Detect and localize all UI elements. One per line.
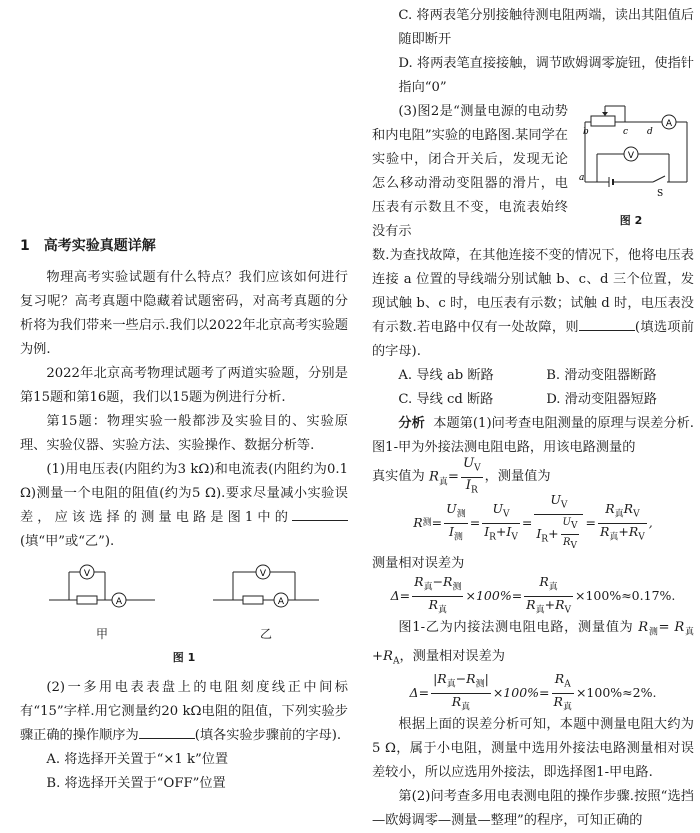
section-title: 高考实验真题详解: [43, 238, 156, 254]
svg-text:V: V: [627, 151, 635, 161]
q2-analysis-paragraph: 第(2)问考查多用电表测电阻的操作步骤.按照“选挡—欧姆调零—测量—整理”的程序，可知正确的: [372, 789, 694, 829]
relative-error-label: 测量相对误差为: [372, 556, 465, 571]
relative-error-formula-2: Δ= $\frac{|R_真-R_测|}{R_真}$ ×100%= $\frac{R_A}{R_真}$ ×100%≈2%.: [409, 671, 657, 713]
fig2-caption: 图 2: [619, 214, 643, 227]
right-column: [372, 0, 694, 833]
fig1-label-yi: 乙: [259, 627, 272, 641]
section-number: 1: [20, 238, 30, 254]
section-heading: [20, 234, 348, 258]
question-3-continued: 数.为查找故障，在其他连接不变的情况下，他将电压表连接 a 位置的导线端分别试触 b、c、d 三个位置，发现试触 b、c 时，电压表有示数；试触 d 时，电压表没有示数.若电路中仅有一处故障，则 (填选项前的字母).: [372, 248, 694, 359]
q3-option-c: C. 导线 cd 断路: [398, 392, 494, 407]
circuit-jia: [47, 560, 157, 622]
answer-blank: [579, 316, 635, 331]
fig1-caption: 图 1: [172, 651, 196, 664]
circuit-fig2: [569, 100, 693, 200]
conclusion-paragraph: 根据上面的误差分析可知，本题中测量电阻大约为5 Ω，属于小电阻，测量中选用外接法电路测量相对误差较小，所以应选用外接法，即选择图1-甲电路.: [372, 717, 694, 781]
exam-paragraph: 2022年北京高考物理试题考了两道实验题，分别是第15题和第16题，我们以15题为例进行分析.: [20, 366, 348, 405]
figure-1: [20, 560, 348, 670]
fig1-label-jia: 甲: [95, 627, 108, 641]
q3-options-row-2: [372, 388, 694, 412]
inner-method-paragraph: 图1-乙为内接法测电阻电路，测量值为 $R_测= R_真+R_A$，测量相对误差为: [372, 620, 694, 667]
option-c: C. 将两表笔分别接触待测电阻两端，读出其阻值后随即断开: [398, 8, 694, 47]
question-1: (1)用电压表(内阻约为3 kΩ)和电流表(内阻约为0.1 Ω)测量一个电阻的阻值(约为5 Ω).要求尽量减小实验误差，应该选择的测量电路是图1中的(填“甲”或“乙”).: [20, 462, 348, 549]
intro-paragraph: 物理高考实验试题有什么特点？我们应该如何进行复习呢？高考真题中隐藏着试题密码，对高考真题的分析将为我们带来一些启示.我们以2022年北京高考实验题为例.: [20, 270, 348, 357]
q3-option-a: A. 导线 ab 断路: [398, 368, 494, 383]
true-value-line: 真实值为 $R_真=$ $\frac{U_V}{I_R}$ ，测量值为: [372, 460, 694, 494]
svg-text:V: V: [259, 569, 267, 579]
svg-text:d: d: [647, 127, 653, 137]
analysis-paragraph: 分析 本题第(1)问考查电阻测量的原理与误差分析.图1-甲为外接法测电阻电路，用该电路测量的: [372, 416, 695, 455]
relative-error-formula: Δ= $\frac{R_真-R_测}{R_真}$ ×100%= $\frac{R_真}{R_真+R_V}$ ×100%≈0.17%.: [390, 574, 676, 615]
option-b: B. 将选择开关置于“OFF”位置: [46, 776, 226, 791]
answer-blank: [292, 506, 348, 521]
svg-text:A: A: [665, 119, 673, 129]
question-3: (3)图2是“测量电源的电动势和内电阻”实验的电路图.某同学在实验中，闭合开关后，发现无论怎么移动滑动变阻器的滑片，电压表有示数且不变，电流表始终没有示: [372, 104, 568, 239]
measured-value-formula: R 测 = $\frac{U_测}{I_测}$ = $\frac{U_V}{I_R+I_V}$ = $U_V$ $I_R+$ $\frac{U_V}{R_V}$ = $\frac{R_真R_V}{R_真+R_V}$ ,: [413, 492, 653, 551]
circuit-yi: [211, 560, 321, 622]
answer-blank: [139, 724, 195, 739]
left-column: [20, 0, 348, 796]
q3-options-row-1: [372, 364, 694, 388]
analysis-label: 分析: [398, 416, 425, 431]
svg-text:a: a: [579, 173, 585, 183]
q3-option-b: B. 滑动变阻器断路: [546, 368, 657, 383]
q3-option-d: D. 滑动变阻器短路: [546, 392, 657, 407]
svg-text:S: S: [657, 189, 664, 199]
svg-text:c: c: [623, 127, 629, 137]
question-3-block: [372, 100, 694, 244]
q15-paragraph: 第15题：物理实验一般都涉及实验目的、实验原理、实验仪器、实验方法、实验操作、数据分析等.: [20, 414, 348, 453]
option-a: A. 将选择开关置于“×1 k”位置: [46, 752, 229, 767]
svg-text:A: A: [277, 597, 285, 607]
svg-text:V: V: [83, 569, 91, 579]
option-d: D. 将两表笔直接接触，调节欧姆调零旋钮，使指针指向“0”: [398, 56, 694, 95]
question-2: (2)一多用电表表盘上的电阻刻度线正中间标有“15”字样.用它测量约20 kΩ电阻的阻值，下列实验步骤正确的操作顺序为 (填各实验步骤前的字母).: [20, 680, 348, 743]
svg-text:A: A: [115, 597, 123, 607]
svg-text:b: b: [583, 127, 589, 137]
figure-2: [568, 100, 694, 244]
true-value-formula: $R_真=$ $\frac{U_V}{I_R}$: [424, 455, 481, 496]
